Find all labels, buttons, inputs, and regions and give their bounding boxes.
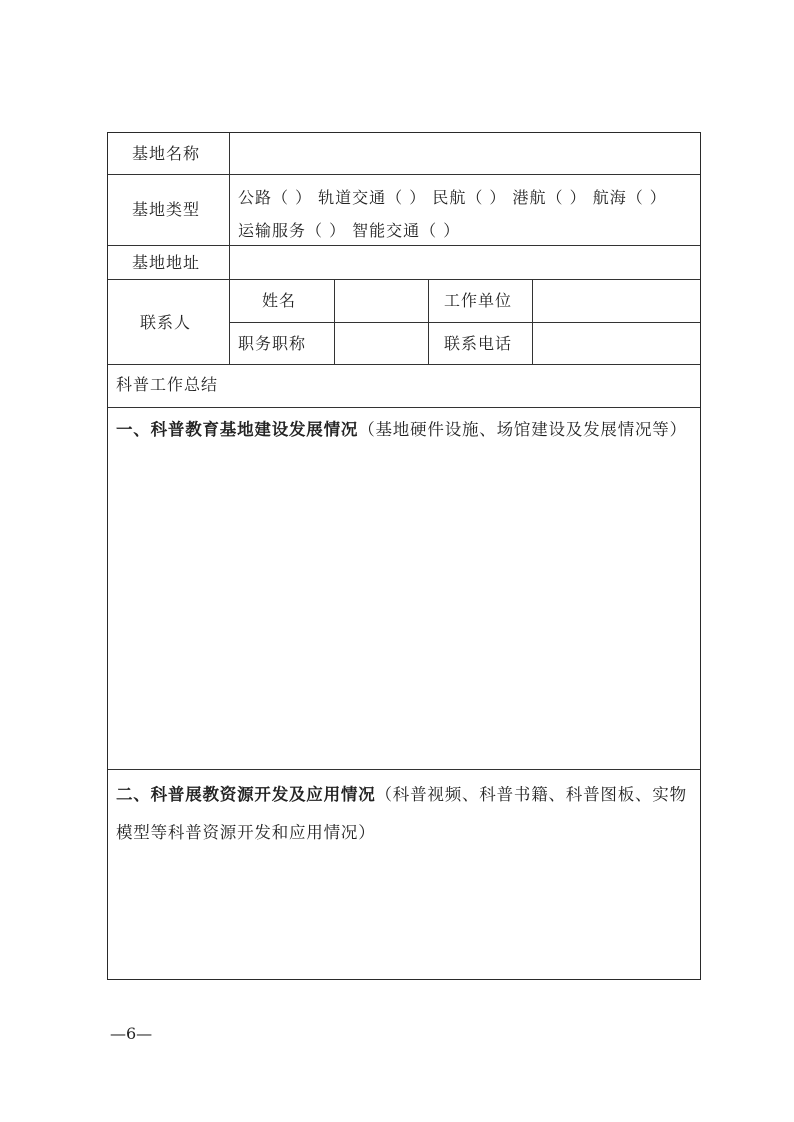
section2-prompt bbox=[116, 776, 694, 852]
contact-name-field[interactable] bbox=[335, 280, 428, 322]
row-divider bbox=[108, 174, 700, 175]
base-type-options-line2[interactable]: 运输服务（ ） 智能交通（ ） bbox=[238, 221, 461, 240]
application-form-table bbox=[107, 132, 701, 980]
base-address-label: 基地地址 bbox=[132, 253, 201, 272]
contact-org-label: 工作单位 bbox=[444, 291, 513, 310]
contact-phone-field[interactable] bbox=[533, 323, 700, 364]
contact-phone-label: 联系电话 bbox=[444, 334, 513, 353]
contact-title-field[interactable] bbox=[335, 323, 428, 364]
page-number: —6— bbox=[110, 1024, 153, 1043]
base-type-label: 基地类型 bbox=[132, 200, 201, 219]
row-divider bbox=[108, 407, 700, 408]
contact-title-label: 职务职称 bbox=[238, 334, 307, 353]
section1-heading: 一、科普教育基地建设发展情况 bbox=[116, 420, 359, 439]
contact-name-label: 姓名 bbox=[262, 291, 297, 310]
column-divider bbox=[428, 279, 429, 364]
section1-note: （基地硬件设施、场馆建设及发展情况等） bbox=[358, 420, 687, 439]
section2-note: （科普视频、科普书籍、科普图板、实物模型等科普资源开发和应用情况） bbox=[116, 785, 687, 842]
row-divider bbox=[108, 364, 700, 365]
section2-answer-area[interactable] bbox=[108, 853, 700, 979]
section2-heading: 二、科普展教资源开发及应用情况 bbox=[116, 785, 376, 804]
base-type-options-line1[interactable]: 公路（ ） 轨道交通（ ） 民航（ ） 港航（ ） 航海（ ） bbox=[238, 188, 667, 207]
section1-answer-area[interactable] bbox=[108, 483, 700, 768]
base-address-field[interactable] bbox=[230, 246, 700, 279]
summary-label: 科普工作总结 bbox=[116, 375, 219, 394]
base-name-field[interactable] bbox=[230, 133, 700, 174]
contact-label: 联系人 bbox=[140, 313, 192, 332]
contact-org-field[interactable] bbox=[533, 280, 700, 322]
row-divider bbox=[108, 769, 700, 770]
base-name-label: 基地名称 bbox=[132, 144, 201, 163]
section1-prompt bbox=[116, 411, 694, 449]
